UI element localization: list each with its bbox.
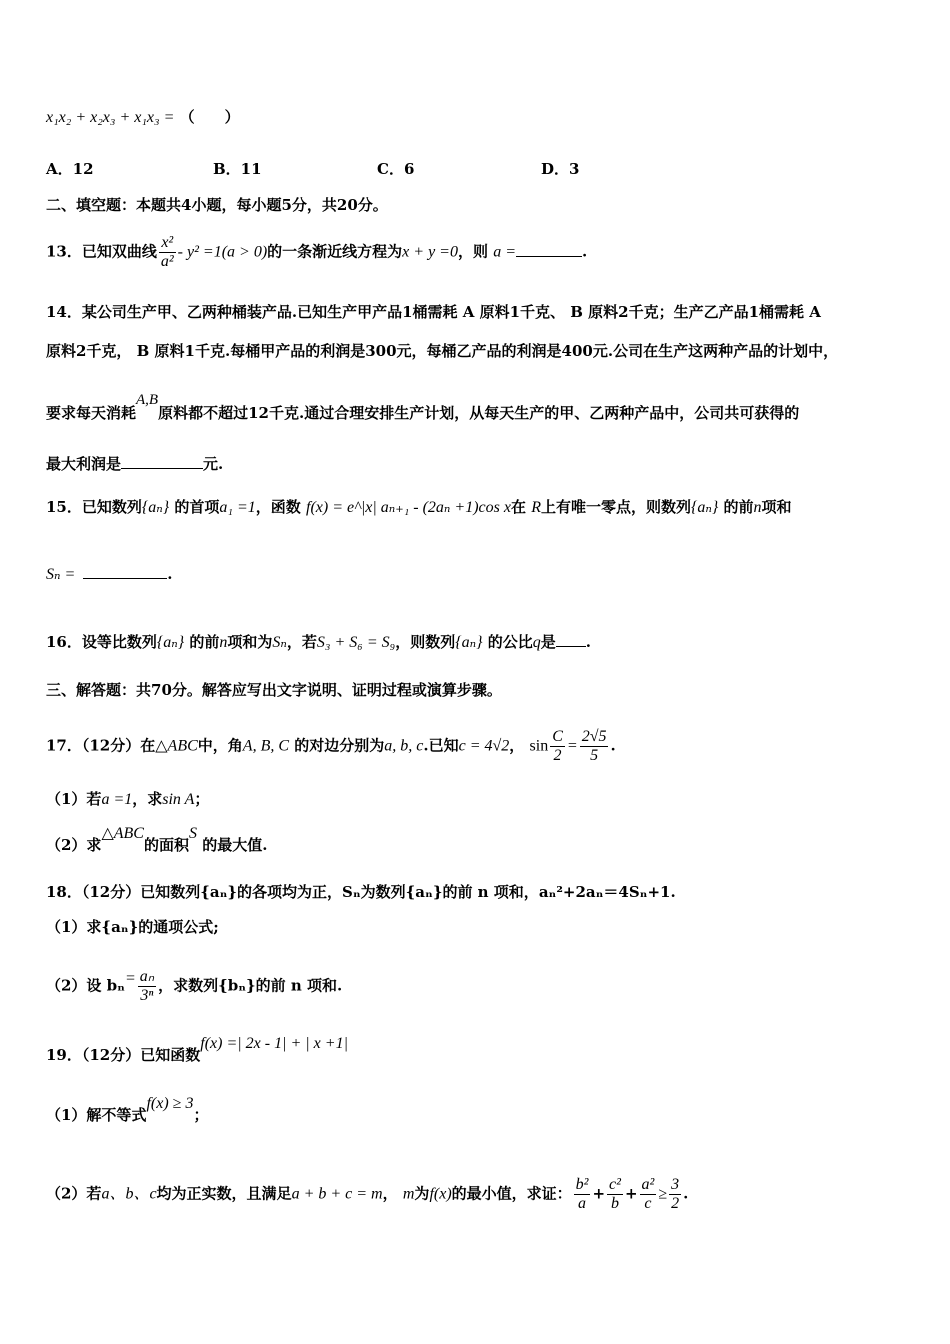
q15-p1: 15．已知数列 [46,498,142,516]
q16-p7: 是 [540,633,556,651]
q19-sub2-m: m [402,1185,415,1203]
q17-sub2-end: 的最大值. [202,836,268,854]
q17-sub1-end: ； [194,790,210,808]
q18-sub2-den: 3ⁿ [140,987,154,1004]
q19-sub2-mid2: ， [382,1184,398,1203]
q15 [46,496,920,519]
q16 [46,630,920,654]
q17-sub1 [46,788,920,811]
q19-f1-den: a [578,1195,587,1212]
q19-f2-den: b [610,1195,619,1212]
q19-sub1-end: ； [193,1106,209,1124]
q17-sub1-mid: ，求 [132,790,163,808]
q13-frac-den: a² [160,253,174,270]
q12-expression-line [46,106,920,129]
q15-answer-line [46,562,920,586]
q19-f3-den: c [644,1195,652,1212]
q16-cond: S₃ + S₆ = S₉ [316,634,396,651]
q14-line2: 原料2千克， B 原料1千克.每桶甲产品的利润是300元，每桶乙产品的利润是400元.公司在生产这两种产品的计划中， [46,342,839,360]
q16-p3: 项和为 [227,633,273,651]
q19-sub2: （2）若a、b、c均为正实数，且满足a + b + c = m， m为f(x)的最小值，求证： $\frac{\text{b²}}{a}$ + $\frac{\text{c²}}{b}$ + $\frac{\text{a²}}{c}$ ≥ $\frac{3}{2}$ . [46,1176,689,1212]
q13: 13．已知双曲线 $\frac{\text{x²}}{\text{a²}}$ - y² =1(a > 0)的一条渐近线方程为x + y =0，则 a = . [46,234,588,270]
q16-p6: 的公比 [487,633,533,651]
q19-sub2-mid1: 均为正实数，且满足 [156,1184,292,1203]
q19-end: . [683,1184,689,1203]
q16-answer-blank [556,630,586,647]
q17-p3: 的对边分别为 [294,736,385,755]
q16-q: q [532,634,541,651]
q12-option-c: C．6 [377,160,415,178]
q15-p6: 的前 [723,498,754,516]
q17-p1: 17．（12分）在 [46,736,156,755]
q17-sub1-target: sin A [162,791,195,808]
q19 [46,1035,920,1067]
q19-sub2-vars: a、b、c [101,1185,157,1203]
q19-sub2-mid4: 的最小值，求证： [451,1184,572,1203]
q12-option-b: B．11 [213,160,262,178]
q13-asymptote: x + y =0 [402,243,458,261]
q17-p2: 中，角 [197,736,243,755]
q15-p2: 的首项 [174,498,220,516]
q15-R: R [531,499,541,516]
q17-tri: △ABC [155,737,198,755]
q16-p4: ，若 [286,633,317,651]
q17-sin: sin [529,737,549,755]
q19-frac3 [640,1176,657,1213]
q18-sub2-num: aₙ [139,968,155,985]
q17-p5: ， [509,736,525,755]
q17-frac2 [580,728,609,765]
q15-sn: Sₙ = [46,566,76,583]
q17-sub2-mid: 的面积 [143,836,189,854]
q17-eq: = [566,737,578,755]
q19-frac2 [607,1176,623,1213]
q14-line3 [46,392,920,425]
q15-answer-blank [83,562,167,579]
q19-frac4 [669,1176,681,1213]
q17-frac1-num: C [552,728,563,745]
q19-sub2-pre: （2）若 [46,1184,102,1203]
q13-tail: ，则 [457,242,488,261]
q15-p4: 在 [510,498,526,516]
q14-line3-post: 原料都不超过12千克.通过合理安排生产计划，从每天生产的甲、乙两种产品中，公司共可获得的 [158,404,800,422]
section2-heading: 二、填空题：本题共4小题，每小题5分，共20分。 [46,196,388,214]
q17-frac2-den: 5 [590,747,599,764]
q14-line4-pre: 最大利润是 [46,455,122,473]
q19-f3-num: a² [641,1176,655,1193]
q14-line4-post: 元. [203,455,224,473]
q13-fraction [159,234,176,271]
q16-seq: {aₙ} [156,634,185,651]
q19-ge: ≥ [658,1185,668,1203]
q17-angles: A, B, C [242,737,290,755]
q18-sub1: （1）求{aₙ}的通项公式; [46,918,219,936]
q19-sub1-ineq: f(x) ≥ 3 [146,1095,194,1112]
q19-f1-num: b² [575,1176,589,1193]
q17-sub2 [46,825,920,857]
q15-end: . [167,565,173,583]
q19-sub2-sum: a + b + c = m [291,1185,383,1203]
q12-paren: （ ） [179,108,240,126]
q13-answer-blank [516,240,582,257]
q18-sub2-pre: （2）设 bₙ [46,976,125,995]
q19-sub1 [46,1095,920,1127]
q14-line4 [46,452,920,475]
q13-frac-num: x² [159,234,176,253]
q17 [46,728,920,765]
q16-p2: 的前 [189,633,220,651]
q17-end: . [610,736,616,755]
q19-f4-den: 2 [671,1195,680,1212]
q16-n: n [219,634,228,651]
q19-f4-num: 3 [671,1176,680,1193]
q14-answer-blank [121,452,203,469]
q18-sub2 [46,968,920,1005]
q17-c-eq: c = 4√2 [458,737,510,755]
q13-var: a = [493,243,517,261]
q13-equation-rest: - y² =1(a > 0) [177,243,268,261]
q18-main: 18．（12分）已知数列{aₙ}的各项均为正，Sₙ为数列{aₙ}的前 n 项和，aₙ²+2aₙ＝4Sₙ+1. [46,883,676,901]
q13-prefix: 13．已知双曲线 [46,242,157,261]
q19-func: f(x) =| 2x - 1| + | x +1| [200,1035,348,1052]
q19-sub1-pre: （1）解不等式 [46,1106,147,1124]
q16-seq2: {aₙ} [455,634,483,651]
q17-sub2-pre: （2）求 [46,836,102,854]
q16-p5: ，则数列 [395,633,456,651]
q17-sub1-pre: （1）若 [46,790,102,808]
q19-sub2-mid3: 为 [414,1184,430,1203]
q19-f2-num: c² [609,1176,621,1193]
q17-sub2-S: S [188,825,197,842]
q19-frac1 [574,1176,591,1213]
q12-option-d: D．3 [541,160,580,178]
q15-first: a₁ =1 [219,499,256,516]
q14-line3-sup: A,B [136,392,159,408]
q16-p1: 16．设等比数列 [46,633,157,651]
section3-heading: 三、解答题：共70分。解答应写出文字说明、证明过程或演算步骤。 [46,681,502,699]
q16-sn: Sₙ [272,634,287,651]
q18-sub2-eq: = [124,969,136,987]
q15-p5: 上有唯一零点，则数列 [540,498,691,516]
q14-line1: 14．某公司生产甲、乙两种桶装产品.已知生产甲产品1桶需耗 A 原料1千克、 B 原料2千克；生产乙产品1桶需耗 A [46,303,821,321]
q17-sub2-tri: △ABC [101,825,144,842]
q15-p3: ，函数 [255,498,301,516]
q16-end: . [585,633,591,651]
q15-seq2: {aₙ} [691,499,719,516]
q12-expression: x₁x₂ + x₂x₃ + x₁x₃ = [46,109,175,126]
q17-p4: .已知 [423,736,459,755]
q17-frac1-den: 2 [553,747,562,764]
q19-sub2-f: f(x) [429,1185,452,1203]
q14-line3-pre: 要求每天消耗 [46,404,137,422]
q15-n: n [753,499,762,516]
q12-option-a: A．12 [46,160,94,178]
q18-sub2-post: ，求数列{bₙ}的前 n 项和. [158,976,343,995]
q19-pre: 19．（12分）已知函数 [46,1046,201,1064]
q13-mid: 的一条渐近线方程为 [267,242,403,261]
q15-p7: 项和 [761,498,792,516]
q18-sub2-frac [138,968,156,1005]
q17-frac1 [550,728,565,765]
q15-seq: {aₙ} [141,499,170,516]
q15-func: f(x) = e^|x| aₙ₊₁ - (2aₙ +1)cos x [306,499,511,516]
q17-sides: a, b, c [384,737,424,755]
q17-frac2-num: 2√5 [581,728,607,745]
q17-sub1-cond: a =1 [101,791,133,808]
